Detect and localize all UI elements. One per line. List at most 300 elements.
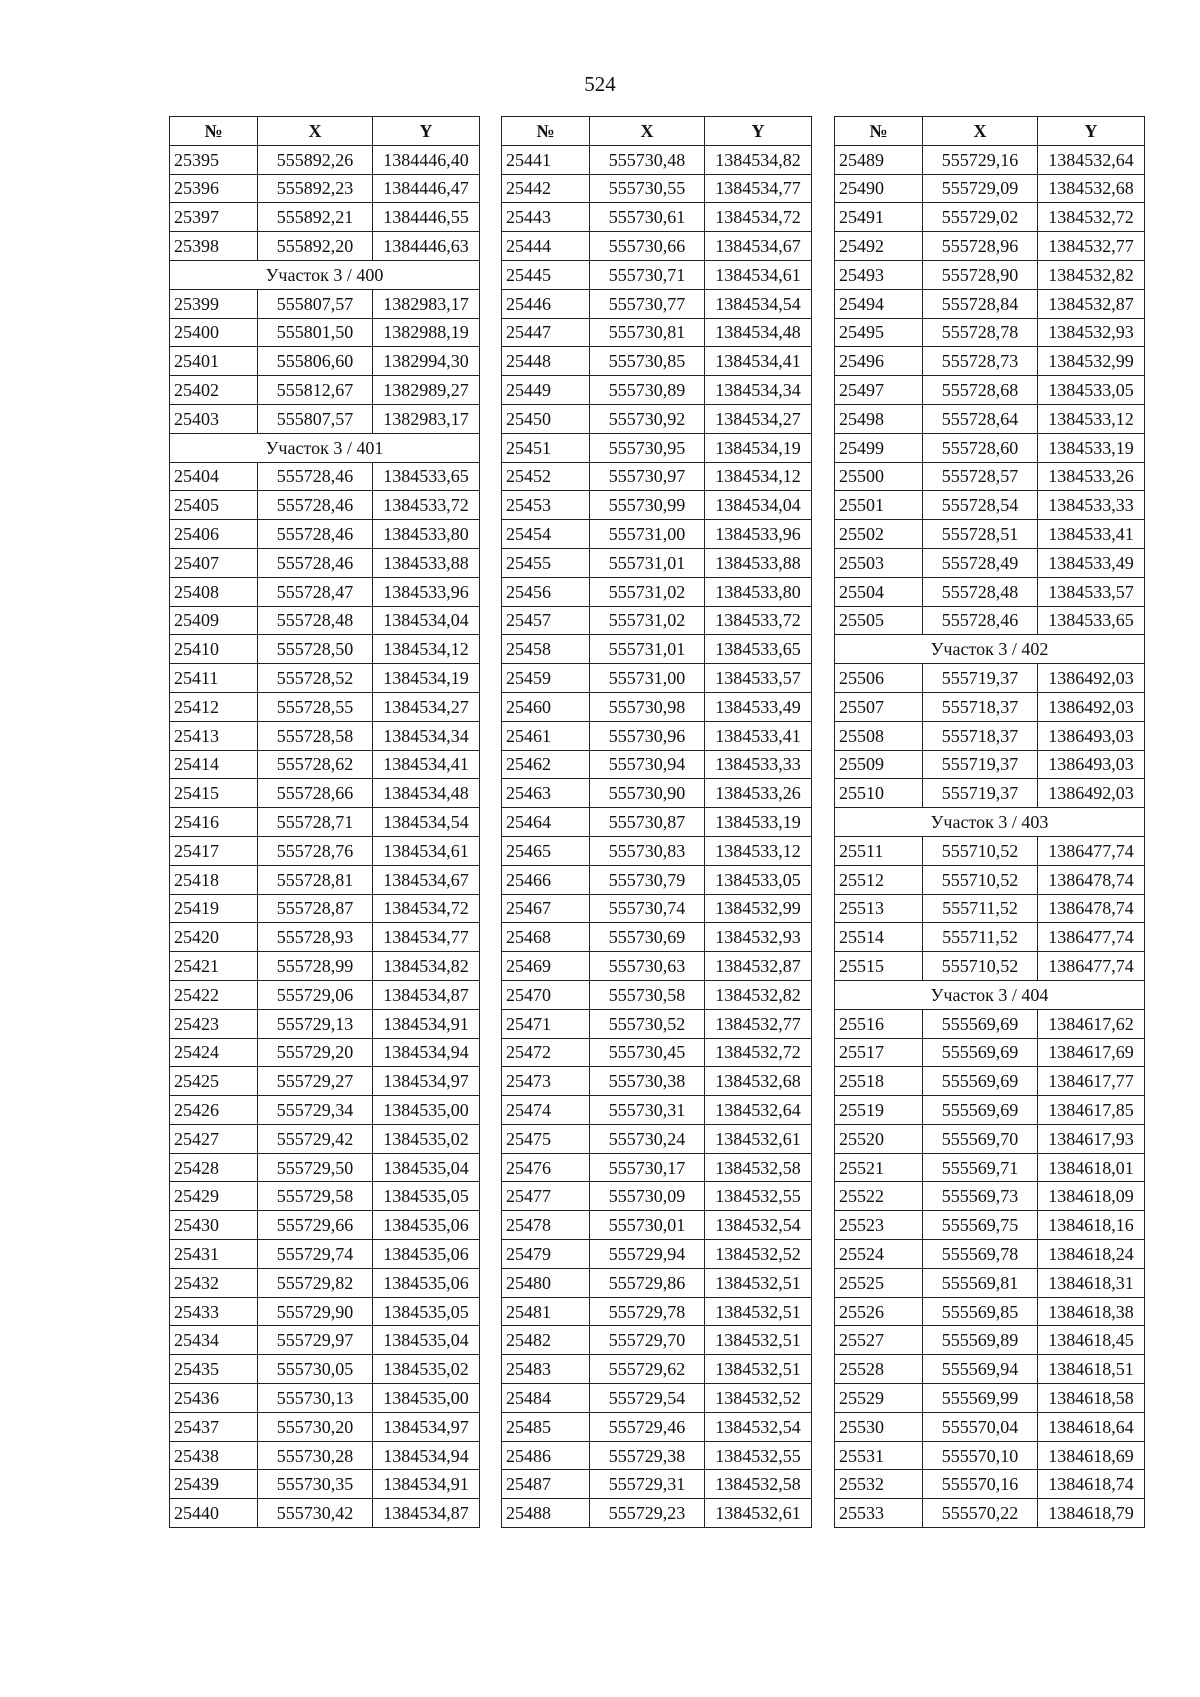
- y-coordinate: 1384618,31: [1038, 1268, 1145, 1297]
- y-coordinate: 1384534,54: [705, 289, 812, 318]
- table-row: [835, 894, 1145, 923]
- y-coordinate: 1384534,94: [373, 1038, 480, 1067]
- table-row: [502, 1499, 812, 1528]
- table-row: [835, 548, 1145, 577]
- y-coordinate: 1384532,68: [1038, 174, 1145, 203]
- table-row: [835, 1384, 1145, 1413]
- y-coordinate: 1384534,67: [705, 232, 812, 261]
- table-row: [170, 289, 480, 318]
- y-coordinate: 1384533,96: [373, 577, 480, 606]
- table-row: [170, 721, 480, 750]
- y-coordinate: 1384533,19: [1038, 433, 1145, 462]
- table-row: [835, 491, 1145, 520]
- y-coordinate: 1386477,74: [1038, 923, 1145, 952]
- table-row: [502, 1153, 812, 1182]
- x-coordinate: 555728,48: [258, 606, 373, 635]
- y-coordinate: 1386492,03: [1038, 664, 1145, 693]
- y-coordinate: 1384617,85: [1038, 1096, 1145, 1125]
- y-coordinate: 1384535,06: [373, 1211, 480, 1240]
- y-coordinate: 1384532,64: [705, 1096, 812, 1125]
- table-row: [170, 232, 480, 261]
- x-coordinate: 555730,28: [258, 1441, 373, 1470]
- point-number: 25413: [170, 721, 258, 750]
- x-coordinate: 555730,97: [590, 462, 705, 491]
- point-number: 25503: [835, 548, 923, 577]
- x-coordinate: 555718,37: [923, 721, 1038, 750]
- y-coordinate: 1384618,09: [1038, 1182, 1145, 1211]
- point-number: 25455: [502, 548, 590, 577]
- point-number: 25409: [170, 606, 258, 635]
- y-coordinate: 1384533,19: [705, 808, 812, 837]
- point-number: 25491: [835, 203, 923, 232]
- table-row: [835, 577, 1145, 606]
- page-number: 524: [584, 72, 616, 96]
- x-coordinate: 555569,69: [923, 1038, 1038, 1067]
- y-coordinate: 1384618,74: [1038, 1470, 1145, 1499]
- x-coordinate: 555728,81: [258, 865, 373, 894]
- y-coordinate: 1384535,02: [373, 1124, 480, 1153]
- table-row: [502, 1038, 812, 1067]
- x-coordinate: 555728,48: [923, 577, 1038, 606]
- x-coordinate: 555728,49: [923, 548, 1038, 577]
- point-number: 25500: [835, 462, 923, 491]
- section-row: [835, 980, 1145, 1009]
- y-coordinate: 1384535,04: [373, 1153, 480, 1182]
- x-coordinate: 555729,90: [258, 1297, 373, 1326]
- y-coordinate: 1384533,65: [373, 462, 480, 491]
- table-row: [502, 462, 812, 491]
- y-coordinate: 1384532,93: [1038, 318, 1145, 347]
- y-coordinate: 1384532,99: [1038, 347, 1145, 376]
- point-number: 25405: [170, 491, 258, 520]
- x-coordinate: 555892,23: [258, 174, 373, 203]
- x-coordinate: 555719,37: [923, 750, 1038, 779]
- table-row: [170, 1297, 480, 1326]
- x-coordinate: 555728,71: [258, 808, 373, 837]
- x-coordinate: 555730,85: [590, 347, 705, 376]
- table-header-row: [835, 117, 1145, 146]
- table-row: [170, 404, 480, 433]
- table-row: [502, 1470, 812, 1499]
- header-x: X: [923, 117, 1038, 146]
- table-row: [170, 1441, 480, 1470]
- y-coordinate: 1384618,38: [1038, 1297, 1145, 1326]
- point-number: 25533: [835, 1499, 923, 1528]
- x-coordinate: 555730,24: [590, 1124, 705, 1153]
- point-number: 25461: [502, 721, 590, 750]
- x-coordinate: 555729,34: [258, 1096, 373, 1125]
- table-row: [835, 1153, 1145, 1182]
- point-number: 25509: [835, 750, 923, 779]
- y-coordinate: 1384534,61: [705, 260, 812, 289]
- table-row: [502, 865, 812, 894]
- y-coordinate: 1384532,51: [705, 1326, 812, 1355]
- x-coordinate: 555729,74: [258, 1240, 373, 1269]
- x-coordinate: 555569,75: [923, 1211, 1038, 1240]
- x-coordinate: 555728,68: [923, 376, 1038, 405]
- y-coordinate: 1384534,87: [373, 980, 480, 1009]
- table-row: [835, 174, 1145, 203]
- x-coordinate: 555570,10: [923, 1441, 1038, 1470]
- x-coordinate: 555730,92: [590, 404, 705, 433]
- x-coordinate: 555730,66: [590, 232, 705, 261]
- header-y: Y: [1038, 117, 1145, 146]
- y-coordinate: 1384533,05: [1038, 376, 1145, 405]
- y-coordinate: 1384534,27: [373, 692, 480, 721]
- table-row: [502, 318, 812, 347]
- point-number: 25418: [170, 865, 258, 894]
- y-coordinate: 1384534,48: [705, 318, 812, 347]
- y-coordinate: 1384532,68: [705, 1067, 812, 1096]
- y-coordinate: 1384535,02: [373, 1355, 480, 1384]
- section-row: [835, 635, 1145, 664]
- y-coordinate: 1384534,97: [373, 1067, 480, 1096]
- table-row: [170, 1009, 480, 1038]
- point-number: 25531: [835, 1441, 923, 1470]
- table-row: [835, 1240, 1145, 1269]
- x-coordinate: 555729,94: [590, 1240, 705, 1269]
- y-coordinate: 1384534,48: [373, 779, 480, 808]
- point-number: 25481: [502, 1297, 590, 1326]
- point-number: 25429: [170, 1182, 258, 1211]
- point-number: 25419: [170, 894, 258, 923]
- point-number: 25438: [170, 1441, 258, 1470]
- point-number: 25527: [835, 1326, 923, 1355]
- table-row: [835, 1268, 1145, 1297]
- y-coordinate: 1384533,72: [373, 491, 480, 520]
- y-coordinate: 1384532,93: [705, 923, 812, 952]
- point-number: 25424: [170, 1038, 258, 1067]
- x-coordinate: 555728,76: [258, 836, 373, 865]
- x-coordinate: 555729,97: [258, 1326, 373, 1355]
- table-row: [502, 1240, 812, 1269]
- y-coordinate: 1384534,94: [373, 1441, 480, 1470]
- x-coordinate: 555730,94: [590, 750, 705, 779]
- x-coordinate: 555570,22: [923, 1499, 1038, 1528]
- y-coordinate: 1382988,19: [373, 318, 480, 347]
- point-number: 25493: [835, 260, 923, 289]
- y-coordinate: 1384532,51: [705, 1297, 812, 1326]
- y-coordinate: 1382983,17: [373, 404, 480, 433]
- y-coordinate: 1384532,55: [705, 1441, 812, 1470]
- point-number: 25483: [502, 1355, 590, 1384]
- y-coordinate: 1384534,91: [373, 1470, 480, 1499]
- point-number: 25425: [170, 1067, 258, 1096]
- table-row: [835, 318, 1145, 347]
- point-number: 25460: [502, 692, 590, 721]
- table-row: [170, 894, 480, 923]
- point-number: 25529: [835, 1384, 923, 1413]
- y-coordinate: 1384533,41: [705, 721, 812, 750]
- table-row: [170, 1153, 480, 1182]
- point-number: 25404: [170, 462, 258, 491]
- y-coordinate: 1384534,97: [373, 1412, 480, 1441]
- x-coordinate: 555569,78: [923, 1240, 1038, 1269]
- x-coordinate: 555569,94: [923, 1355, 1038, 1384]
- point-number: 25464: [502, 808, 590, 837]
- point-number: 25532: [835, 1470, 923, 1499]
- y-coordinate: 1384618,79: [1038, 1499, 1145, 1528]
- point-number: 25439: [170, 1470, 258, 1499]
- y-coordinate: 1384533,65: [1038, 606, 1145, 635]
- x-coordinate: 555729,13: [258, 1009, 373, 1038]
- point-number: 25421: [170, 952, 258, 981]
- y-coordinate: 1382994,30: [373, 347, 480, 376]
- table-row: [835, 779, 1145, 808]
- point-number: 25473: [502, 1067, 590, 1096]
- y-coordinate: 1384535,05: [373, 1182, 480, 1211]
- y-coordinate: 1384534,04: [705, 491, 812, 520]
- x-coordinate: 555719,37: [923, 664, 1038, 693]
- y-coordinate: 1384534,77: [705, 174, 812, 203]
- x-coordinate: 555731,01: [590, 548, 705, 577]
- table-row: [502, 1297, 812, 1326]
- x-coordinate: 555728,87: [258, 894, 373, 923]
- point-number: 25516: [835, 1009, 923, 1038]
- point-number: 25452: [502, 462, 590, 491]
- y-coordinate: 1384617,62: [1038, 1009, 1145, 1038]
- y-coordinate: 1384532,58: [705, 1470, 812, 1499]
- table-row: [502, 635, 812, 664]
- y-coordinate: 1386477,74: [1038, 952, 1145, 981]
- x-coordinate: 555729,23: [590, 1499, 705, 1528]
- y-coordinate: 1386493,03: [1038, 750, 1145, 779]
- x-coordinate: 555730,13: [258, 1384, 373, 1413]
- x-coordinate: 555728,52: [258, 664, 373, 693]
- x-coordinate: 555728,46: [258, 548, 373, 577]
- point-number: 25431: [170, 1240, 258, 1269]
- table-row: [835, 1470, 1145, 1499]
- table-row: [170, 520, 480, 549]
- point-number: 25454: [502, 520, 590, 549]
- x-coordinate: 555730,90: [590, 779, 705, 808]
- y-coordinate: 1384533,88: [705, 548, 812, 577]
- table-row: [170, 750, 480, 779]
- y-coordinate: 1384618,45: [1038, 1326, 1145, 1355]
- table-row: [502, 548, 812, 577]
- table-row: [502, 779, 812, 808]
- point-number: 25466: [502, 865, 590, 894]
- table-row: [170, 1355, 480, 1384]
- table-row: [835, 721, 1145, 750]
- x-coordinate: 555730,95: [590, 433, 705, 462]
- table-row: [835, 145, 1145, 174]
- y-coordinate: 1384534,91: [373, 1009, 480, 1038]
- y-coordinate: 1384446,40: [373, 145, 480, 174]
- point-number: 25515: [835, 952, 923, 981]
- point-number: 25499: [835, 433, 923, 462]
- table-row: [170, 606, 480, 635]
- point-number: 25469: [502, 952, 590, 981]
- x-coordinate: 555730,09: [590, 1182, 705, 1211]
- y-coordinate: 1384535,06: [373, 1240, 480, 1269]
- point-number: 25488: [502, 1499, 590, 1528]
- point-number: 25484: [502, 1384, 590, 1413]
- table-row: [170, 1182, 480, 1211]
- point-number: 25432: [170, 1268, 258, 1297]
- point-number: 25498: [835, 404, 923, 433]
- y-coordinate: 1384533,26: [1038, 462, 1145, 491]
- section-title: Участок 3 / 400: [170, 260, 480, 289]
- y-coordinate: 1384533,49: [705, 692, 812, 721]
- table-row: [835, 1412, 1145, 1441]
- point-number: 25467: [502, 894, 590, 923]
- table-row: [170, 376, 480, 405]
- point-number: 25522: [835, 1182, 923, 1211]
- table-row: [502, 232, 812, 261]
- section-row: [170, 433, 480, 462]
- table-row: [835, 347, 1145, 376]
- table-row: [170, 1240, 480, 1269]
- point-number: 25496: [835, 347, 923, 376]
- point-number: 25441: [502, 145, 590, 174]
- x-coordinate: 555728,99: [258, 952, 373, 981]
- x-coordinate: 555569,69: [923, 1096, 1038, 1125]
- y-coordinate: 1384533,57: [1038, 577, 1145, 606]
- y-coordinate: 1384618,51: [1038, 1355, 1145, 1384]
- point-number: 25448: [502, 347, 590, 376]
- table-row: [502, 664, 812, 693]
- x-coordinate: 555892,26: [258, 145, 373, 174]
- point-number: 25508: [835, 721, 923, 750]
- table-row: [502, 952, 812, 981]
- y-coordinate: 1384535,06: [373, 1268, 480, 1297]
- x-coordinate: 555731,00: [590, 664, 705, 693]
- point-number: 25510: [835, 779, 923, 808]
- y-coordinate: 1384533,80: [373, 520, 480, 549]
- point-number: 25412: [170, 692, 258, 721]
- x-coordinate: 555730,45: [590, 1038, 705, 1067]
- table-row: [835, 1499, 1145, 1528]
- y-coordinate: 1384534,34: [705, 376, 812, 405]
- y-coordinate: 1384532,54: [705, 1211, 812, 1240]
- point-number: 25433: [170, 1297, 258, 1326]
- table-row: [170, 203, 480, 232]
- y-coordinate: 1384532,51: [705, 1268, 812, 1297]
- table-row: [835, 750, 1145, 779]
- point-number: 25397: [170, 203, 258, 232]
- x-coordinate: 555728,90: [923, 260, 1038, 289]
- y-coordinate: 1384535,00: [373, 1384, 480, 1413]
- header-number: №: [502, 117, 590, 146]
- x-coordinate: 555728,93: [258, 923, 373, 952]
- y-coordinate: 1384532,77: [705, 1009, 812, 1038]
- x-coordinate: 555728,57: [923, 462, 1038, 491]
- table-row: [502, 1182, 812, 1211]
- point-number: 25528: [835, 1355, 923, 1384]
- point-number: 25479: [502, 1240, 590, 1269]
- point-number: 25507: [835, 692, 923, 721]
- table-row: [170, 1124, 480, 1153]
- table-row: [502, 289, 812, 318]
- point-number: 25442: [502, 174, 590, 203]
- y-coordinate: 1384533,80: [705, 577, 812, 606]
- table-row: [170, 1268, 480, 1297]
- point-number: 25502: [835, 520, 923, 549]
- table-row: [835, 1441, 1145, 1470]
- table-row: [502, 491, 812, 520]
- point-number: 25423: [170, 1009, 258, 1038]
- x-coordinate: 555729,06: [258, 980, 373, 1009]
- point-number: 25428: [170, 1153, 258, 1182]
- table-row: [170, 635, 480, 664]
- table-row: [835, 433, 1145, 462]
- y-coordinate: 1386492,03: [1038, 692, 1145, 721]
- point-number: 25476: [502, 1153, 590, 1182]
- table-row: [835, 1038, 1145, 1067]
- x-coordinate: 555569,99: [923, 1384, 1038, 1413]
- x-coordinate: 555569,69: [923, 1009, 1038, 1038]
- y-coordinate: 1384533,41: [1038, 520, 1145, 549]
- y-coordinate: 1382983,17: [373, 289, 480, 318]
- table-row: [170, 1412, 480, 1441]
- point-number: 25465: [502, 836, 590, 865]
- y-coordinate: 1384533,49: [1038, 548, 1145, 577]
- x-coordinate: 555728,78: [923, 318, 1038, 347]
- table-row: [170, 1499, 480, 1528]
- x-coordinate: 555730,38: [590, 1067, 705, 1096]
- x-coordinate: 555569,71: [923, 1153, 1038, 1182]
- point-number: 25444: [502, 232, 590, 261]
- table-row: [835, 1067, 1145, 1096]
- table-row: [170, 174, 480, 203]
- y-coordinate: 1384533,33: [705, 750, 812, 779]
- point-number: 25530: [835, 1412, 923, 1441]
- header-number: №: [170, 117, 258, 146]
- x-coordinate: 555892,21: [258, 203, 373, 232]
- x-coordinate: 555711,52: [923, 894, 1038, 923]
- x-coordinate: 555728,66: [258, 779, 373, 808]
- point-number: 25435: [170, 1355, 258, 1384]
- table-row: [502, 721, 812, 750]
- y-coordinate: 1384534,41: [705, 347, 812, 376]
- x-coordinate: 555711,52: [923, 923, 1038, 952]
- y-coordinate: 1384532,61: [705, 1124, 812, 1153]
- x-coordinate: 555730,52: [590, 1009, 705, 1038]
- x-coordinate: 555730,17: [590, 1153, 705, 1182]
- y-coordinate: 1384534,19: [373, 664, 480, 693]
- x-coordinate: 555801,50: [258, 318, 373, 347]
- table-row: [835, 952, 1145, 981]
- point-number: 25468: [502, 923, 590, 952]
- x-coordinate: 555730,77: [590, 289, 705, 318]
- table-row: [835, 1326, 1145, 1355]
- table-row: [835, 664, 1145, 693]
- table-row: [502, 1268, 812, 1297]
- y-coordinate: 1384446,47: [373, 174, 480, 203]
- y-coordinate: 1384532,51: [705, 1355, 812, 1384]
- y-coordinate: 1384533,12: [1038, 404, 1145, 433]
- table-row: [170, 923, 480, 952]
- table-row: [502, 145, 812, 174]
- table-row: [170, 952, 480, 981]
- y-coordinate: 1384534,41: [373, 750, 480, 779]
- section-title: Участок 3 / 402: [835, 635, 1145, 664]
- y-coordinate: 1384534,67: [373, 865, 480, 894]
- x-coordinate: 555730,01: [590, 1211, 705, 1240]
- x-coordinate: 555728,46: [258, 491, 373, 520]
- table-row: [502, 203, 812, 232]
- x-coordinate: 555729,82: [258, 1268, 373, 1297]
- table-row: [502, 376, 812, 405]
- x-coordinate: 555729,02: [923, 203, 1038, 232]
- y-coordinate: 1384534,61: [373, 836, 480, 865]
- x-coordinate: 555730,98: [590, 692, 705, 721]
- x-coordinate: 555728,60: [923, 433, 1038, 462]
- point-number: 25401: [170, 347, 258, 376]
- point-number: 25520: [835, 1124, 923, 1153]
- table-row: [835, 376, 1145, 405]
